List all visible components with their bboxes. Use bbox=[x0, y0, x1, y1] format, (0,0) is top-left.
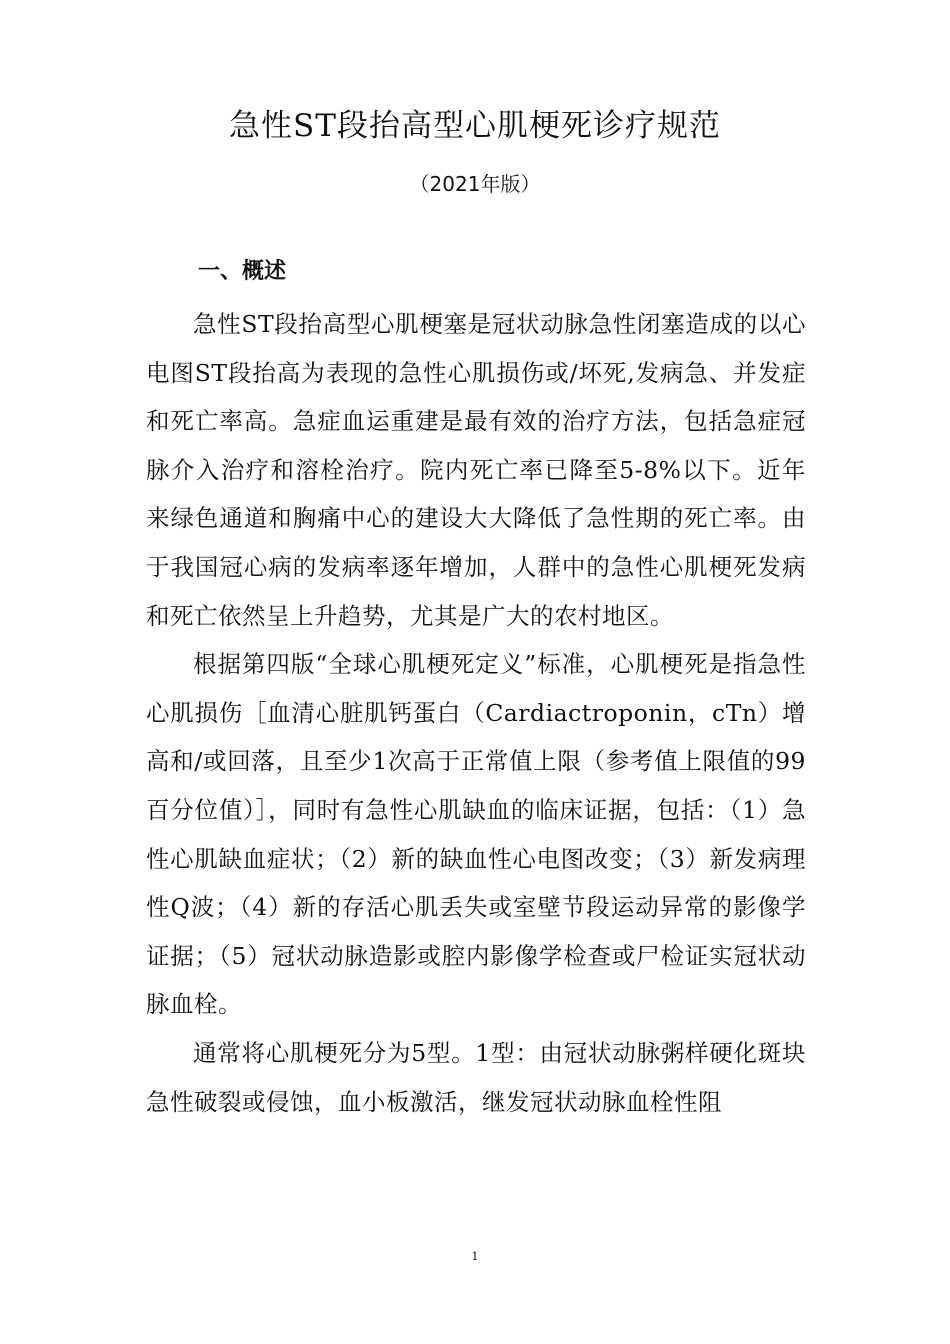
page-number: 1 bbox=[471, 1250, 479, 1263]
body-text bbox=[146, 300, 806, 1126]
paragraph-definition: 根据第四版“全球心肌梗死定义”标准，心肌梗死是指急性心肌损伤［血清心脏肌钙蛋白（Cardiactroponin，cTn）增高和/或回落，且至少1次高于正常值上限（参考值上限值的99百分位值）］，同时有急性心肌缺血的临床证据，包括：（1）急性心肌缺血症状；（2）新的缺血性心电图改变；（3）新发病理性Q波；（4）新的存活心肌丢失或室壁节段运动异常的影像学证据；（5）冠状动脉造影或腔内影像学检查或尸检证实冠状动脉血栓。 bbox=[146, 650, 806, 1019]
paragraph-classification: 通常将心肌梗死分为5型。1型：由冠状动脉粥样硬化斑块急性破裂或侵蚀，血小板激活，继发冠状动脉血栓性阻 bbox=[146, 1038, 806, 1116]
document-title: 急性ST段抬高型心肌梗死诊疗规范 bbox=[229, 108, 721, 144]
paragraph-overview: 急性ST段抬高型心肌梗塞是冠状动脉急性闭塞造成的以心电图ST段抬高为表现的急性心肌损伤或/坏死,发病急、并发症和死亡率高。急症血运重建是最有效的治疗方法，包括急症冠脉介入治疗和溶栓治疗。院内死亡率已降至5-8%以下。近年来绿色通道和胸痛中心的建设大大降低了急性期的死亡率。由于我国冠心病的发病率逐年增加，人群中的急性心肌梗死发病和死亡依然呈上升趋势，尤其是广大的农村地区。 bbox=[146, 310, 806, 630]
document-subtitle: （2021年版） bbox=[409, 172, 541, 196]
section-heading: 一、概述 bbox=[198, 259, 287, 284]
